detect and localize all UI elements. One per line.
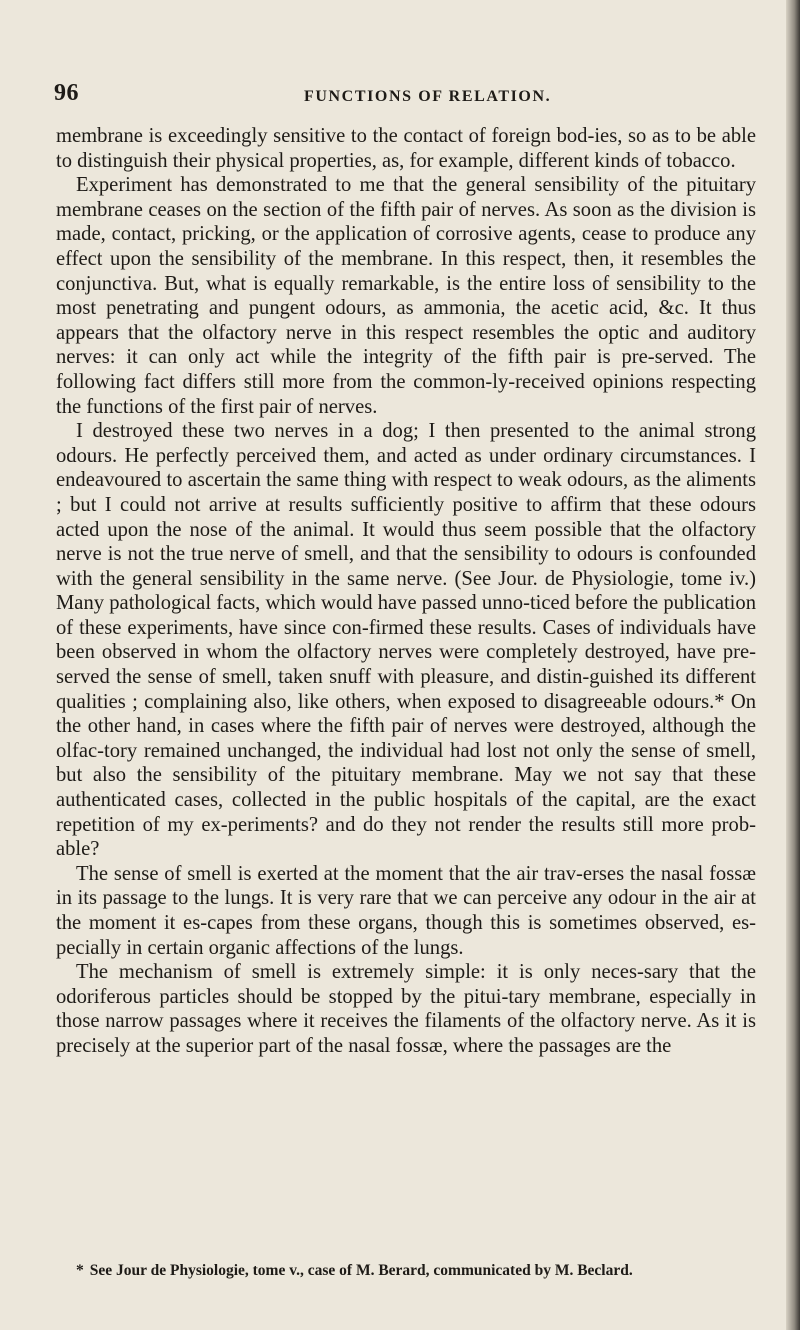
footnote: [76, 1262, 756, 1280]
footnote-text: See Jour de Physiologie, tome v., case of M. Berard, communicated by M. Beclard.: [89, 1262, 633, 1279]
page-number: 96: [54, 80, 79, 106]
paragraph: Experiment has demonstrated to me that the general sensibility of the pituitary membrane ceases on the section of the fifth pair of nerves. As soon as the division is made, contact, pricking, or the application of corrosive agents, cease to produce any effect upon the sensibility of the membrane. In this respect, then, it resembles the conjunctiva. But, what is equally remarkable, is the entire loss of sensibility to the most penetrating and pungent odours, as ammonia, the acetic acid, &c. It thus appears that the olfactory nerve in this respect resembles the optic and auditory nerves: it can only act while the integrity of the fifth pair is pre-served. The following fact differs still more from the common-ly-received opinions respecting the functions of the first pair of nerves.: [56, 174, 756, 418]
running-head: FUNCTIONS OF RELATION.: [304, 88, 552, 105]
paragraph: I destroyed these two nerves in a dog; I then presented to the animal strong odours. He perfectly perceived them, and acted as under ordinary circumstances. I endeavoured to ascertain the same thing with respect to weak odours, as the aliments ; but I could not arrive at results sufficiently positive to affirm that these odours acted upon the nose of the animal. It would thus seem possible that the olfactory nerve is not the true nerve of smell, and that the sensibility to odours is confounded with the general sensibility in the same nerve. (See Jour. de Physiologie, tome iv.) Many pathological facts, which would have passed unno-ticed before the publication of these experiments, have since con-firmed these results. Cases of individuals have been observed in whom the olfactory nerves were completely destroyed, have pre-served the sense of smell, taken snuff with pleasure, and distin-guished its different qualities ; complaining also, like others, when exposed to disagreeable odours.* On the other hand, in cases where the fifth pair of nerves were destroyed, although the olfac-tory remained unchanged, the individual had lost not only the sense of smell, but also the sensibility of the pituitary membrane. May we not say that these authenticated cases, collected in the public hospitals of the capital, are the exact repetition of my ex-periments? and do they not render the results still more prob-able?: [56, 420, 756, 861]
page-header: [54, 80, 754, 110]
paragraph: membrane is exceedingly sensitive to the contact of foreign bod-ies, so as to be able to distinguish their physical properties, as, for example, different kinds of tobacco.: [56, 125, 756, 172]
body-text: [56, 124, 756, 1059]
footnote-mark: *: [76, 1262, 84, 1279]
page-binding-edge: [786, 0, 800, 1330]
paragraph: The mechanism of smell is extremely simple: it is only neces-sary that the odoriferous particles should be stopped by the pitui-tary membrane, especially in those narrow passages where it receives the filaments of the olfactory nerve. As it is precisely at the superior part of the nasal fossæ, where the passages are the: [56, 961, 756, 1057]
paragraph: The sense of smell is exerted at the moment that the air trav-erses the nasal fossæ in its passage to the lungs. It is very rare that we can perceive any odour in the air at the moment it es-capes from these organs, though this is sometimes observed, es-pecially in certain organic affections of the lungs.: [56, 862, 756, 959]
